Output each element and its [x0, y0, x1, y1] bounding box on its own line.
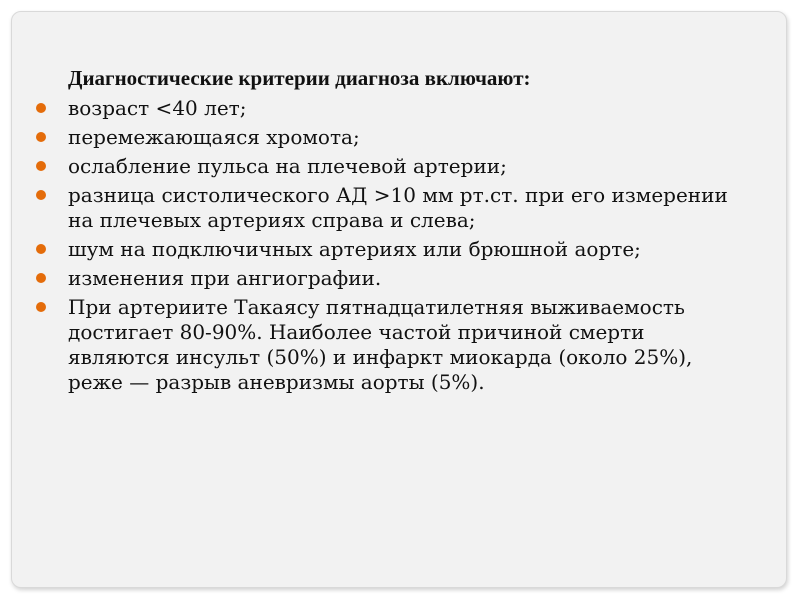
- slide-title: Диагностические критерии диагноза включают:: [68, 66, 531, 90]
- bullet-item-claudication: [30, 125, 750, 150]
- bullet-text: шум на подключичных артериях или брюшной аорте;: [68, 237, 641, 261]
- bullet-text: изменения при ангиографии.: [68, 266, 382, 290]
- slide-content: [30, 64, 750, 399]
- bullet-list: [30, 96, 750, 395]
- bullet-dot-icon: [36, 273, 46, 283]
- bullet-dot-icon: [36, 161, 46, 171]
- bullet-dot-icon: [36, 190, 46, 200]
- bullet-item-bruit: [30, 237, 750, 262]
- bullet-dot-icon: [36, 103, 46, 113]
- bullet-text: возраст <40 лет;: [68, 96, 247, 120]
- bullet-item-weak-pulse: [30, 154, 750, 179]
- bullet-text: разница систолического АД >10 мм рт.ст. при его измерении на плечевых артериях справа и слева;: [68, 183, 728, 232]
- bullet-dot-icon: [36, 302, 46, 312]
- slide-frame: [11, 11, 787, 588]
- bullet-item-age: [30, 96, 750, 121]
- bullet-item-angiography: [30, 266, 750, 291]
- bullet-item-prognosis: [30, 295, 750, 395]
- bullet-text: перемежающаяся хромота;: [68, 125, 360, 149]
- bullet-text: При артериите Такаясу пятнадцатилетняя выживаемость достигает 80-90%. Наиболее частой причиной смерти являются инсульт (50%) и инфаркт миокарда (около 25%), реже — разрыв аневризмы аорты (5%).: [68, 295, 693, 394]
- bullet-item-bp-difference: [30, 183, 750, 233]
- bullet-dot-icon: [36, 132, 46, 142]
- bullet-text: ослабление пульса на плечевой артерии;: [68, 154, 507, 178]
- bullet-dot-icon: [36, 244, 46, 254]
